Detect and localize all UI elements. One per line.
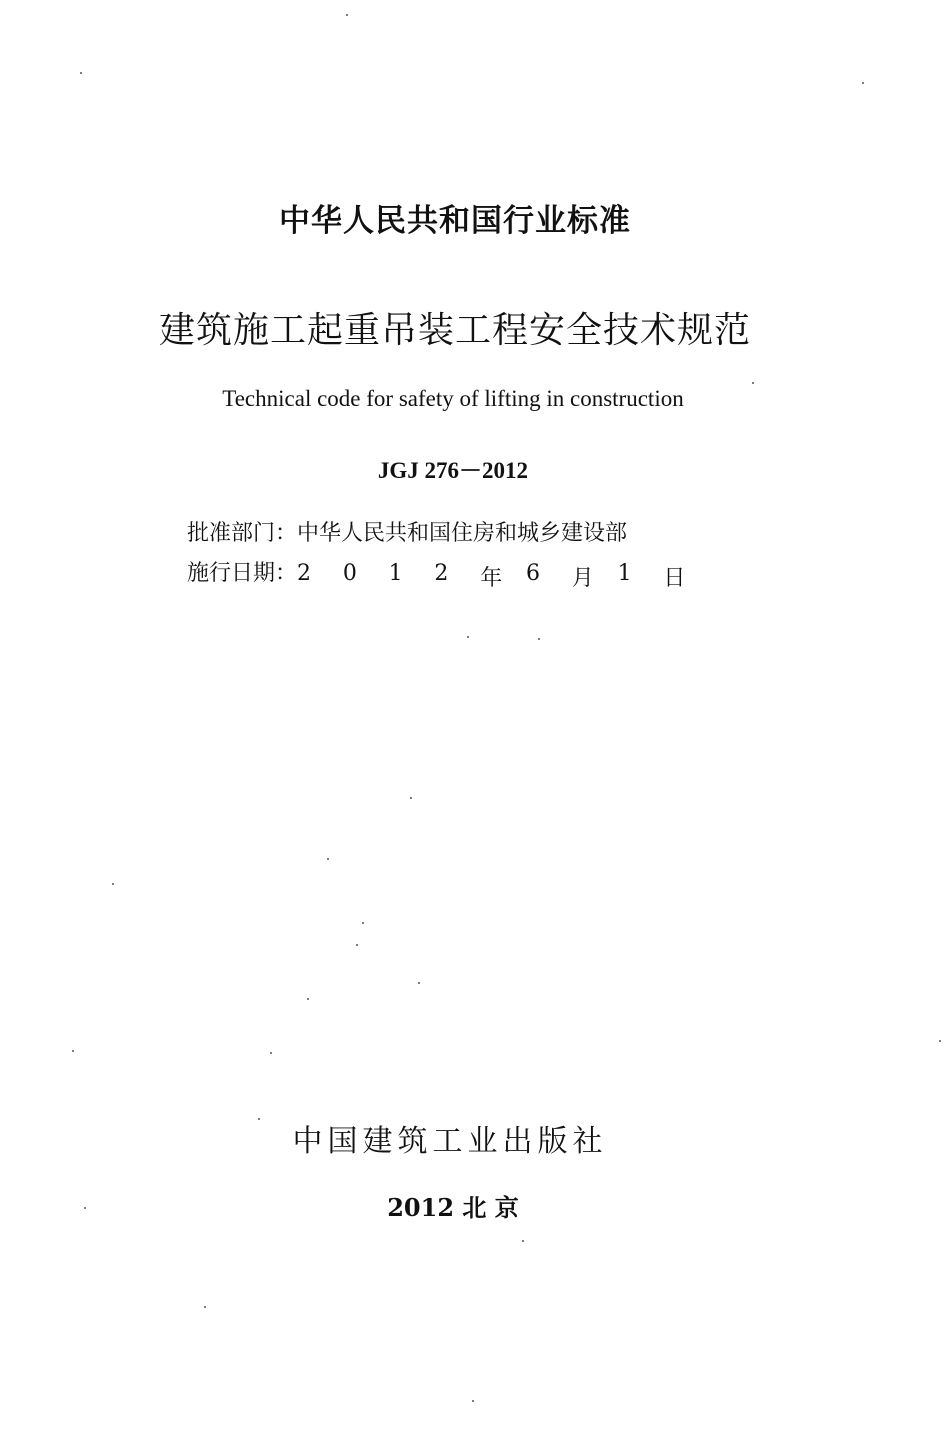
effective-date-label: 施行日期： (187, 561, 298, 586)
standard-code: JGJ 276－2012 (377, 458, 529, 483)
scan-speck (538, 638, 540, 640)
scan-speck (72, 1050, 74, 1052)
approval-department-line (187, 516, 627, 547)
effective-date-value (297, 561, 709, 592)
document-title-english: Technical code for safety of lifting in construction (222, 386, 684, 411)
date-char: 1 (388, 561, 403, 586)
scan-speck (204, 1306, 206, 1308)
scan-speck (327, 858, 329, 860)
scan-speck (752, 382, 754, 384)
date-char: 0 (342, 561, 357, 586)
date-char: 月 (571, 566, 594, 591)
date-char: 1 (617, 561, 632, 586)
scan-speck (80, 72, 82, 74)
date-char: 年 (480, 566, 503, 591)
scan-speck (418, 982, 420, 984)
approval-department-value: 中华人民共和国住房和城乡建设部 (297, 521, 628, 546)
date-char: 2 (297, 561, 312, 586)
scan-speck (862, 82, 864, 84)
scan-speck (112, 883, 114, 885)
date-char: 日 (663, 566, 686, 591)
scan-speck (410, 797, 412, 799)
scan-speck (84, 1207, 86, 1209)
scan-speck (522, 1240, 524, 1242)
scan-speck (362, 922, 364, 924)
scan-speck (307, 998, 309, 1000)
scan-speck (356, 944, 358, 946)
scan-speck (939, 1040, 941, 1042)
date-char: 2 (434, 561, 449, 586)
standard-classification: 中华人民共和国行业标准 (279, 203, 631, 239)
scan-speck (258, 1118, 260, 1120)
publication-year-place: 2012 北 京 (387, 1193, 519, 1222)
approval-department-label: 批准部门： (187, 521, 298, 546)
document-title-chinese: 建筑施工起重吊装工程安全技术规范 (158, 310, 751, 351)
effective-date-line (187, 556, 709, 592)
date-char: 6 (526, 561, 540, 586)
publisher-name: 中国建筑工业出版社 (292, 1124, 608, 1159)
scan-speck (346, 14, 348, 16)
scan-speck (472, 1400, 474, 1402)
scan-speck (270, 1052, 272, 1054)
scan-speck (467, 636, 469, 638)
